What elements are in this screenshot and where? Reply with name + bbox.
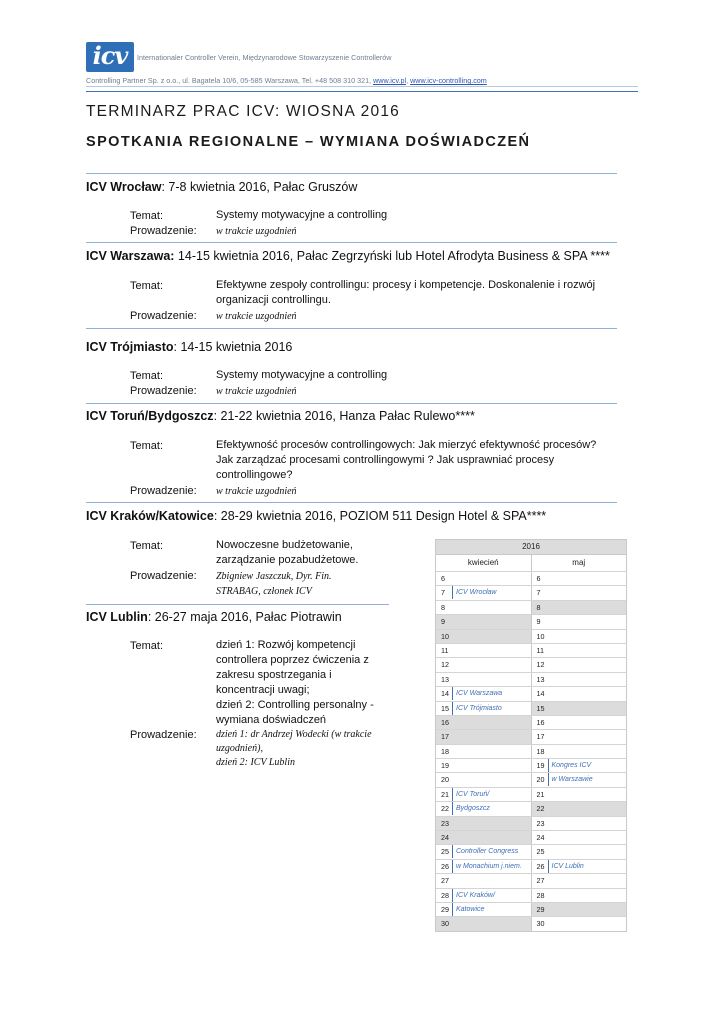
day-number: 12 <box>536 660 545 670</box>
calendar-row <box>436 787 626 801</box>
calendar-row <box>436 758 626 772</box>
day-number: 8 <box>441 602 445 612</box>
calendar-day-cell <box>436 788 531 801</box>
section-divider <box>86 502 617 503</box>
day-number: 7 <box>536 588 541 598</box>
host-label: Prowadzenie: <box>130 485 197 497</box>
calendar-day-cell <box>531 817 627 830</box>
day-number: 10 <box>441 631 449 641</box>
event-name: ICV Kraków/Katowice <box>86 509 214 523</box>
calendar-day-cell <box>531 730 627 743</box>
event-details: : 21-22 kwietnia 2016, Hanza Pałac Rulewo**** <box>213 409 475 423</box>
calendar-day-cell <box>436 615 531 628</box>
day-number: 20 <box>441 775 449 785</box>
calendar-day-cell <box>436 745 531 758</box>
day-number: 27 <box>441 876 449 886</box>
calendar-event-note: w Monachium j.niem. <box>452 860 522 873</box>
calendar-day-cell <box>436 601 531 614</box>
day-number: 13 <box>441 674 449 684</box>
page-subtitle: SPOTKANIA REGIONALNE – WYMIANA DOŚWIADCZEŃ <box>86 134 531 150</box>
icv-logo: icv <box>86 42 134 72</box>
calendar-day-cell <box>436 845 531 858</box>
address-line <box>86 76 487 85</box>
event-name: ICV Wrocław <box>86 180 162 194</box>
topic-label: Temat: <box>130 540 164 552</box>
day-number: 11 <box>441 645 449 655</box>
section-divider <box>86 604 389 605</box>
calendar-day-cell <box>531 874 627 887</box>
event-topic: Systemy motywacyjne a controlling <box>216 209 388 221</box>
host-label: Prowadzenie: <box>130 310 197 322</box>
calendar-day-cell <box>436 874 531 887</box>
address-text: Controlling Partner Sp. z o.o., ul. Bagatela 10/6, 05-585 Warszawa, Tel. +48 508 310 321, <box>86 76 374 85</box>
day-number: 18 <box>536 746 545 756</box>
calendar-day-cell <box>436 860 531 873</box>
calendar-day-cell <box>436 831 531 844</box>
host-label: Prowadzenie: <box>130 729 197 741</box>
event-host: w trakcie uzgodnień <box>216 386 297 397</box>
calendar-day-cell <box>531 802 627 815</box>
day-number: 20 <box>536 775 545 785</box>
calendar-day-cell <box>436 673 531 686</box>
organization-name: Internationaler Controller Verein, Międzynarodowe Stowarzyszenie Controllerów <box>137 53 392 62</box>
calendar-day-cell <box>531 702 627 715</box>
day-number: 9 <box>441 617 445 627</box>
event-heading-torun <box>86 409 475 423</box>
day-number: 26 <box>536 861 545 871</box>
calendar-event-note: ICV Toruń/ <box>452 788 489 801</box>
calendar-row <box>436 715 626 729</box>
calendar-event-note: ICV Trójmiasto <box>452 702 502 715</box>
day-number: 6 <box>441 574 445 583</box>
event-heading-wroclaw <box>86 180 357 194</box>
day-number: 22 <box>536 804 545 814</box>
calendar-row <box>436 571 626 585</box>
day-number: 19 <box>441 761 449 771</box>
calendar-row <box>436 629 626 643</box>
calendar-table <box>435 539 627 932</box>
calendar-day-cell <box>531 759 627 772</box>
day-number: 23 <box>536 818 545 828</box>
calendar-day-cell <box>436 572 531 585</box>
calendar-event-note: ICV Warszawa <box>452 687 502 700</box>
calendar-row <box>436 902 626 916</box>
topic-label: Temat: <box>130 280 164 292</box>
event-heading-lublin <box>86 610 342 624</box>
topic-label: Temat: <box>130 210 164 222</box>
calendar-day-cell <box>436 802 531 815</box>
event-topic: Systemy motywacyjne a controlling <box>216 369 388 381</box>
event-host: w trakcie uzgodnień <box>216 486 297 497</box>
calendar-row <box>436 744 626 758</box>
link-separator: , <box>406 76 411 85</box>
page-title: TERMINARZ PRAC ICV: WIOSNA 2016 <box>86 103 400 120</box>
calendar-day-cell <box>436 687 531 700</box>
day-number: 22 <box>441 804 449 814</box>
month-may: maj <box>531 555 627 571</box>
event-details: : 28-29 kwietnia 2016, POZIOM 511 Design Hotel & SPA**** <box>213 509 547 523</box>
calendar-row <box>436 701 626 715</box>
calendar-row <box>436 816 626 830</box>
header-divider <box>86 91 638 92</box>
calendar-row <box>436 772 626 786</box>
section-divider <box>86 173 617 174</box>
day-number: 24 <box>441 833 449 843</box>
event-name: ICV Toruń/Bydgoszcz <box>86 409 214 423</box>
day-number: 29 <box>536 904 545 914</box>
day-number: 23 <box>441 818 449 828</box>
day-number: 14 <box>536 689 545 699</box>
day-number: 10 <box>536 631 545 641</box>
calendar-row <box>436 830 626 844</box>
calendar-day-cell <box>436 917 531 930</box>
calendar-day-cell <box>436 644 531 657</box>
calendar-day-cell <box>531 615 627 628</box>
calendar-day-cell <box>436 730 531 743</box>
calendar-body <box>436 571 626 931</box>
calendar-day-cell <box>531 658 627 671</box>
day-number: 19 <box>536 761 545 771</box>
host-label: Prowadzenie: <box>130 570 197 582</box>
calendar-day-cell <box>436 716 531 729</box>
event-heading-trojmiasto <box>86 340 292 354</box>
calendar-month-header <box>436 554 626 571</box>
event-topic: Efektywne zespoły controllingu: procesy i kompetencje. Doskonalenie i rozwój organizacji controllingu. <box>216 279 596 306</box>
month-april: kwiecień <box>467 558 499 567</box>
day-number: 26 <box>441 861 449 871</box>
calendar-event-note: ICV Kraków/ <box>452 889 495 902</box>
calendar-day-cell <box>436 586 531 599</box>
calendar-day-cell <box>436 817 531 830</box>
host-label: Prowadzenie: <box>130 225 197 237</box>
calendar-row <box>436 614 626 628</box>
calendar-row <box>436 672 626 686</box>
day-number: 11 <box>536 645 544 655</box>
calendar-row <box>436 801 626 815</box>
calendar-day-cell <box>531 831 627 844</box>
topic-label: Temat: <box>130 440 164 452</box>
calendar-row <box>436 657 626 671</box>
calendar-row <box>436 686 626 700</box>
host-label: Prowadzenie: <box>130 385 197 397</box>
event-heading-krakow <box>86 509 546 523</box>
event-topic: Efektywność procesów controllingowych: Jak mierzyć efektywność procesów? Jak zarządzać procesami controllingowymi ? Jak usprawniać procesy controllingowe? <box>216 439 597 481</box>
day-number: 30 <box>441 919 449 929</box>
event-details: : 26-27 maja 2016, Pałac Piotrawin <box>147 610 342 624</box>
day-number: 16 <box>536 717 545 727</box>
calendar-day-cell <box>531 773 627 786</box>
calendar-row <box>436 859 626 873</box>
calendar-day-cell <box>531 917 627 930</box>
calendar-day-cell <box>531 586 627 599</box>
section-divider <box>86 403 617 404</box>
calendar-event-note: Controller Congress <box>452 845 518 858</box>
calendar-row <box>436 873 626 887</box>
event-details: 14-15 kwietnia 2016, Pałac Zegrzyński lub Hotel Afrodyta Business & SPA **** <box>174 249 610 263</box>
event-details: : 7-8 kwietnia 2016, Pałac Gruszów <box>161 180 358 194</box>
calendar-day-cell <box>436 759 531 772</box>
calendar-day-cell <box>436 773 531 786</box>
section-divider <box>86 242 617 243</box>
day-number: 15 <box>441 703 449 713</box>
calendar-day-cell <box>531 601 627 614</box>
day-number: 15 <box>536 703 545 713</box>
calendar-row <box>436 888 626 902</box>
calendar-day-cell <box>531 572 627 585</box>
day-number: 30 <box>536 919 545 929</box>
link-icv-controlling[interactable]: www.icv-controlling.com <box>410 76 487 85</box>
calendar-row <box>436 844 626 858</box>
event-details: : 14-15 kwietnia 2016 <box>173 340 293 354</box>
header-divider-thin <box>86 86 638 87</box>
event-name: ICV Warszawa: <box>86 249 175 263</box>
calendar-day-cell <box>531 860 627 873</box>
calendar-day-cell <box>531 630 627 643</box>
calendar-event-note: Kongres ICV <box>548 759 592 772</box>
day-number: 28 <box>441 890 449 900</box>
day-number: 6 <box>536 574 541 583</box>
calendar-event-note: ICV Wrocław <box>452 586 496 599</box>
day-number: 29 <box>441 904 449 914</box>
calendar-day-cell <box>531 889 627 902</box>
calendar-day-cell <box>531 673 627 686</box>
day-number: 21 <box>536 789 545 799</box>
calendar-row <box>436 729 626 743</box>
day-number: 18 <box>441 746 449 756</box>
calendar-day-cell <box>531 745 627 758</box>
topic-label: Temat: <box>130 370 164 382</box>
topic-label: Temat: <box>130 640 164 652</box>
day-number: 25 <box>536 847 545 857</box>
event-topic: dzień 1: Rozwój kompetencji controllera poprzez ćwiczenia z zakresu spostrzegania i koncentracji uwagi; dzień 2: Controlling personalny - wymiana doświadczeń <box>216 639 374 726</box>
calendar-row <box>436 585 626 599</box>
calendar-day-cell <box>531 687 627 700</box>
calendar-event-note: w Warszawie <box>548 773 593 786</box>
calendar-day-cell <box>531 716 627 729</box>
calendar-event-note: Bydgoszcz <box>452 802 490 815</box>
calendar-year: 2016 <box>436 540 626 554</box>
day-number: 7 <box>441 588 445 598</box>
event-topic: Nowoczesne budżetowanie, zarządzanie pozabudżetowe. <box>216 539 359 566</box>
event-host: w trakcie uzgodnień <box>216 311 297 322</box>
event-host: Zbigniew Jaszczuk, Dyr. Fin. STRABAG, członek ICV <box>216 571 332 597</box>
calendar-event-note: ICV Lublin <box>548 860 584 873</box>
event-name: ICV Trójmiasto <box>86 340 174 354</box>
calendar-day-cell <box>436 658 531 671</box>
day-number: 25 <box>441 847 449 857</box>
calendar-day-cell <box>436 702 531 715</box>
day-number: 16 <box>441 717 449 727</box>
day-number: 8 <box>536 602 541 612</box>
calendar-row <box>436 916 626 930</box>
event-name: ICV Lublin <box>86 610 148 624</box>
calendar-day-cell <box>436 889 531 902</box>
calendar-day-cell <box>531 903 627 916</box>
calendar-day-cell <box>531 845 627 858</box>
event-host: w trakcie uzgodnień <box>216 226 297 237</box>
event-heading-warszawa <box>86 249 610 263</box>
calendar-row <box>436 643 626 657</box>
calendar-day-cell <box>436 630 531 643</box>
day-number: 14 <box>441 689 449 699</box>
link-icv-pl[interactable]: www.icv.pl <box>373 76 407 85</box>
event-host: dzień 1: dr Andrzej Wodecki (w trakcie uzgodnień), dzień 2: ICV Lublin <box>216 729 372 768</box>
day-number: 27 <box>536 876 545 886</box>
calendar-day-cell <box>531 788 627 801</box>
calendar-day-cell <box>531 644 627 657</box>
day-number: 17 <box>536 732 545 742</box>
calendar-day-cell <box>436 903 531 916</box>
day-number: 21 <box>441 789 449 799</box>
day-number: 13 <box>536 674 545 684</box>
section-divider <box>86 328 617 329</box>
day-number: 17 <box>441 732 449 742</box>
day-number: 24 <box>536 833 545 843</box>
calendar-row <box>436 600 626 614</box>
day-number: 9 <box>536 617 541 627</box>
day-number: 28 <box>536 890 545 900</box>
calendar-event-note: Katowice <box>452 903 484 916</box>
day-number: 12 <box>441 660 449 670</box>
